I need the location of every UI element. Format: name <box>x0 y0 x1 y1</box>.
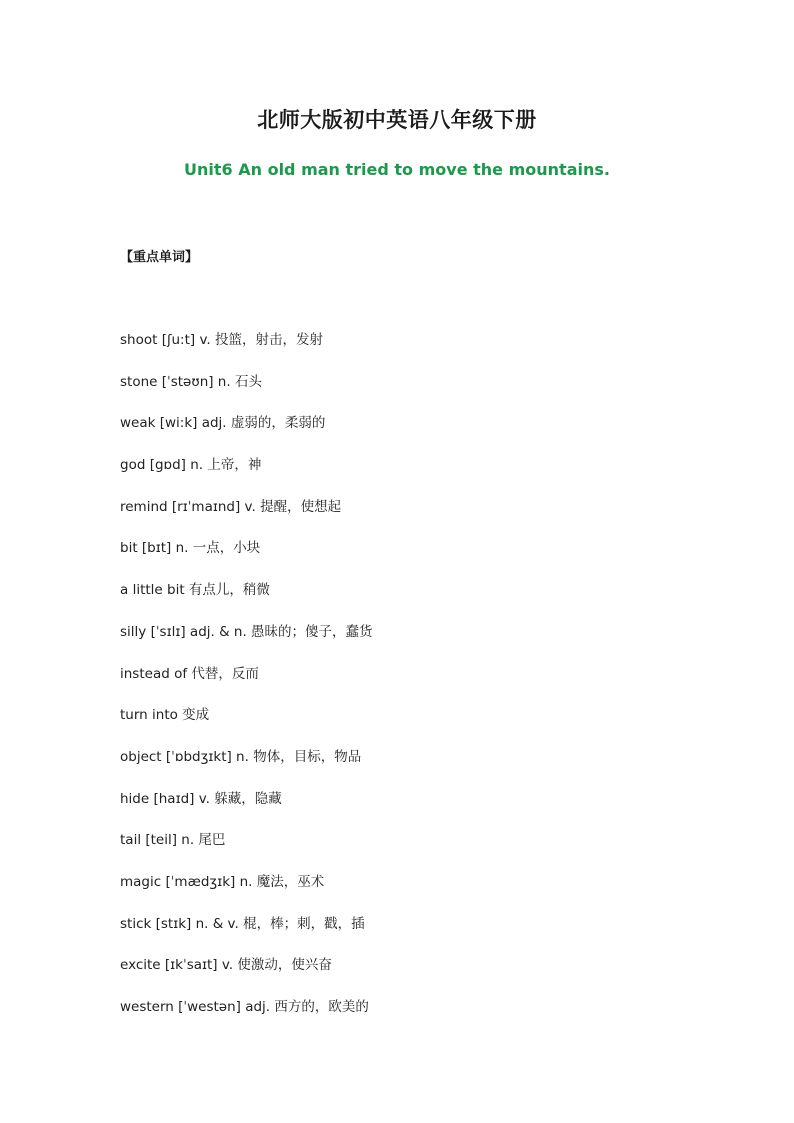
vocab-item-magic: magic [ˈmædʒɪk] n. 魔法，巫术 <box>120 873 325 890</box>
vocab-item-weak: weak [wi:k] adj. 虚弱的，柔弱的 <box>120 415 326 432</box>
vocab-item-object: object [ˈɒbdʒɪkt] n. 物体，目标，物品 <box>120 748 362 765</box>
unit-title: Unit6 An old man tried to move the mountains. <box>184 160 610 179</box>
vocab-item-a-little-bit: a little bit 有点儿，稍微 <box>120 582 270 599</box>
vocab-item-remind: remind [rɪˈmaɪnd] v. 提醒，使想起 <box>120 498 342 515</box>
vocab-item-instead-of: instead of 代替，反而 <box>120 665 259 682</box>
vocab-item-excite: excite [ɪkˈsaɪt] v. 使激动，使兴奋 <box>120 957 332 974</box>
vocab-item-turn-into: turn into 变成 <box>120 707 210 724</box>
vocab-item-silly: silly [ˈsɪlɪ] adj. & n. 愚昧的；傻子，蠢货 <box>120 623 373 640</box>
vocabulary-list <box>120 330 373 1039</box>
vocab-item-tail: tail [teil] n. 尾巴 <box>120 832 226 849</box>
vocab-item-bit: bit [bɪt] n. 一点，小块 <box>120 540 261 557</box>
vocab-item-stone: stone [ˈstəʊn] n. 石头 <box>120 373 262 390</box>
vocab-item-western: western [ˈwestən] adj. 西方的，欧美的 <box>120 999 369 1015</box>
vocab-item-shoot: shoot [ʃu:t] v. 投篮，射击，发射 <box>120 332 323 348</box>
vocab-item-stick: stick [stɪk] n. & v. 棍，棒；刺，戳，插 <box>120 915 365 932</box>
vocab-item-god: god [gɒd] n. 上帝，神 <box>120 457 262 474</box>
document-title: 北师大版初中英语八年级下册 <box>257 108 537 132</box>
vocab-item-hide: hide [haɪd] v. 躲藏，隐藏 <box>120 790 282 807</box>
section-heading-key-words: 【重点单词】 <box>120 250 199 265</box>
